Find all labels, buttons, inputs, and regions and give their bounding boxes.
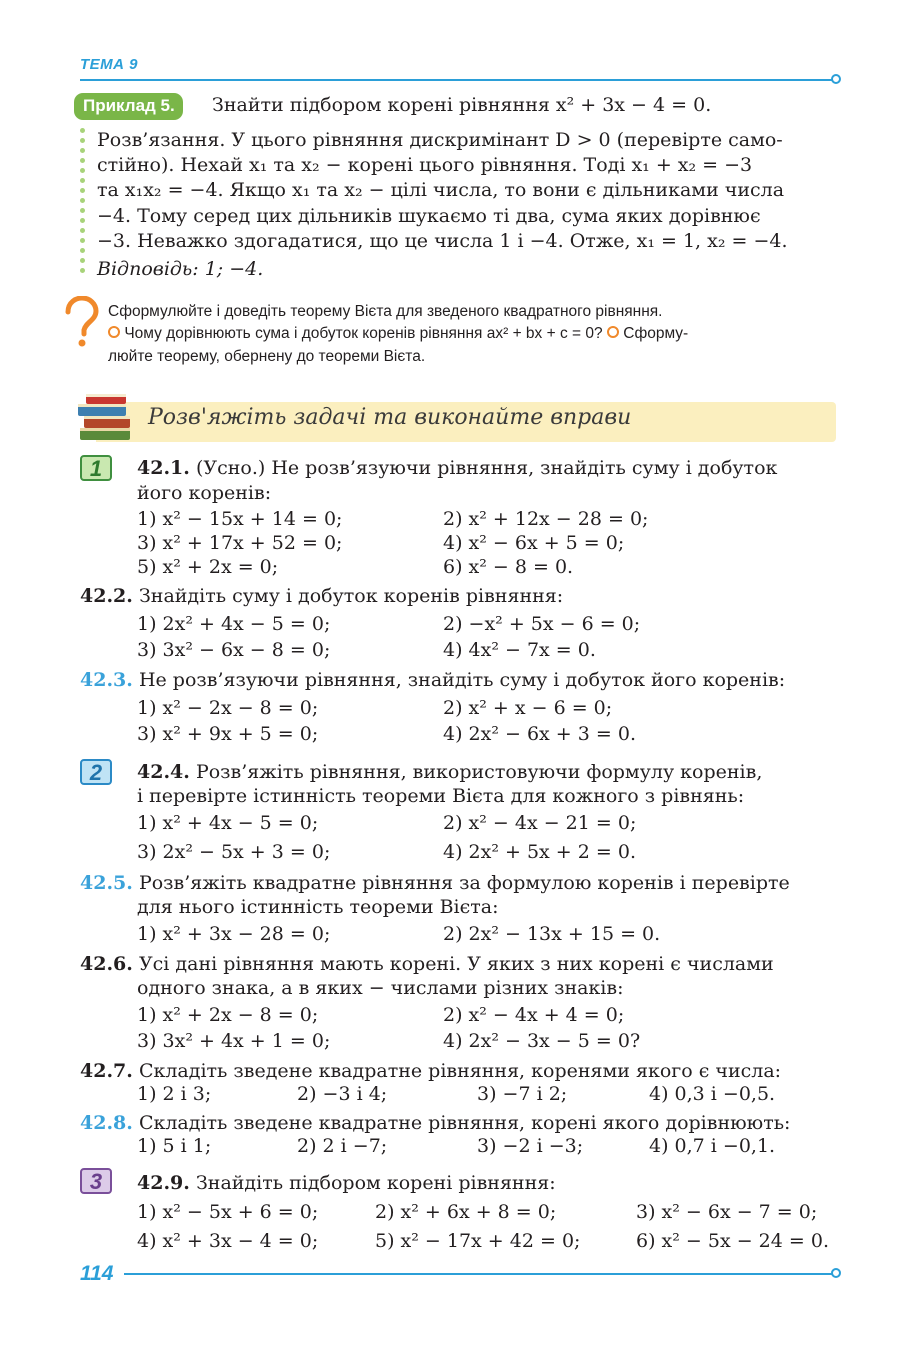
exercise-text: Складіть зведене квадратне рівняння, коренями якого є числа: — [138, 1060, 782, 1082]
footer-rule-end-icon — [831, 1268, 841, 1278]
exercise-42-2 — [80, 584, 563, 608]
exercise-item: 4) 2x² − 6x + 3 = 0. — [443, 723, 636, 745]
exercise-item: 2) x² + 12x − 28 = 0; — [443, 508, 649, 530]
topic-label: ТЕМА 9 — [80, 56, 139, 73]
exercise-item: 4) 0,7 і −0,1. — [649, 1135, 776, 1157]
exercise-text-cont: для нього істинність теореми Вієта: — [137, 896, 499, 918]
exercise-text-cont: його коренів: — [137, 482, 272, 504]
exercise-42-9 — [137, 1171, 556, 1195]
exercise-42-3 — [80, 668, 785, 692]
exercise-text: Розв’яжіть квадратне рівняння за формулою коренів і перевірте — [138, 872, 790, 894]
exercise-item: 6) x² − 8 = 0. — [443, 556, 574, 578]
example-task: Знайти підбором корені рівняння x² + 3x − 4 = 0. — [212, 94, 712, 116]
exercise-text: Розв’яжіть рівняння, використовуючи формулу коренів, — [195, 761, 763, 783]
solution-line-5: −3. Неважко здогадатися, що це числа 1 і −4. Отже, x₁ = 1, x₂ = −4. — [97, 230, 788, 252]
solution-line-2: стійно). Нехай x₁ та x₂ − корені цього рівняння. Тоді x₁ + x₂ = −3 — [97, 154, 753, 176]
example-badge: Приклад 5. — [74, 93, 183, 120]
exercise-number: 42.4. — [137, 761, 190, 783]
question-line-1: Сформулюйте і доведіть теорему Вієта для зведеного квадратного рівняння. — [108, 303, 663, 320]
exercise-item: 4) 0,3 і −0,5. — [649, 1083, 776, 1105]
solution-line-3: та x₁x₂ = −4. Якщо x₁ та x₂ − цілі числа, то вони є дільниками числа — [97, 179, 785, 201]
banner-title: Розв'яжіть задачі та виконайте вправи — [148, 405, 632, 430]
exercise-number: 42.6. — [80, 953, 133, 975]
exercise-item: 3) 2x² − 5x + 3 = 0; — [137, 841, 331, 863]
exercise-item: 6) x² − 5x − 24 = 0. — [636, 1230, 829, 1252]
exercise-item: 1) x² + 4x − 5 = 0; — [137, 812, 319, 834]
exercise-item: 4) 2x² + 5x + 2 = 0. — [443, 841, 636, 863]
answer-line: Відповідь: 1; −4. — [97, 258, 264, 280]
exercise-item: 3) 3x² + 4x + 1 = 0; — [137, 1030, 331, 1052]
exercise-text: Не розв’язуючи рівняння, знайдіть суму і добуток його коренів: — [138, 669, 786, 691]
exercise-item: 1) x² + 3x − 28 = 0; — [137, 923, 331, 945]
exercise-number: 42.1. — [137, 457, 190, 479]
level-1-icon: 1 — [80, 455, 112, 481]
exercise-text-cont: і перевірте істинність теореми Вієта для кожного з рівнянь: — [137, 785, 745, 807]
question-line-2-text: Чому дорівнюють сума і добуток коренів рівняння ax² + bx + c = 0? — [124, 325, 603, 342]
solution-line-1: Розв’язання. У цього рівняння дискримінант D > 0 (перевірте само- — [97, 129, 783, 151]
question-line-2b-text: Сформу- — [623, 325, 689, 342]
books-icon — [76, 392, 136, 446]
exercise-item: 2) x² + 6x + 8 = 0; — [375, 1201, 557, 1223]
exercise-item: 2) x² − 4x + 4 = 0; — [443, 1004, 625, 1026]
exercise-number: 42.7. — [80, 1060, 133, 1082]
exercise-42-7 — [80, 1059, 781, 1083]
page-number: 114 — [80, 1262, 114, 1285]
exercise-42-6 — [80, 952, 774, 976]
exercise-number: 42.5. — [80, 872, 133, 894]
exercise-number: 42.3. — [80, 669, 133, 691]
exercise-item: 1) 5 і 1; — [137, 1135, 212, 1157]
exercise-item: 1) x² − 5x + 6 = 0; — [137, 1201, 319, 1223]
exercise-item: 4) 4x² − 7x = 0. — [443, 639, 596, 661]
exercise-item: 2) −x² + 5x − 6 = 0; — [443, 613, 641, 635]
bullet-icon — [108, 326, 120, 338]
exercise-42-1 — [137, 456, 777, 480]
exercise-text: Усі дані рівняння мають корені. У яких з них корені є числами — [138, 953, 774, 975]
exercise-item: 4) x² − 6x + 5 = 0; — [443, 532, 625, 554]
exercise-item: 4) x² + 3x − 4 = 0; — [137, 1230, 319, 1252]
header-rule — [80, 79, 832, 81]
exercise-item: 5) x² + 2x = 0; — [137, 556, 279, 578]
solution-line-4: −4. Тому серед цих дільників шукаємо ті два, сума яких дорівнює — [97, 205, 761, 227]
exercise-item: 1) x² − 2x − 8 = 0; — [137, 697, 319, 719]
exercise-item: 3) x² + 17x + 52 = 0; — [137, 532, 343, 554]
exercise-text: Знайдіть суму і добуток коренів рівняння: — [138, 585, 564, 607]
exercise-item: 2) x² + x − 6 = 0; — [443, 697, 613, 719]
exercise-item: 3) 3x² − 6x − 8 = 0; — [137, 639, 331, 661]
exercise-item: 3) −7 і 2; — [477, 1083, 568, 1105]
exercise-item: 1) 2x² + 4x − 5 = 0; — [137, 613, 331, 635]
level-3-icon: 3 — [80, 1168, 112, 1194]
solution-dots — [80, 128, 86, 278]
exercise-number: 42.9. — [137, 1172, 190, 1194]
bullet-icon — [607, 326, 619, 338]
exercise-item: 5) x² − 17x + 42 = 0; — [375, 1230, 581, 1252]
exercise-item: 3) x² − 6x − 7 = 0; — [636, 1201, 818, 1223]
exercise-item: 4) 2x² − 3x − 5 = 0? — [443, 1030, 641, 1052]
exercise-text: (Усно.) Не розв’язуючи рівняння, знайдіть суму і добуток — [195, 457, 778, 479]
exercise-item: 2) 2 і −7; — [297, 1135, 388, 1157]
level-2-icon: 2 — [80, 759, 112, 785]
exercise-item: 1) x² + 2x − 8 = 0; — [137, 1004, 319, 1026]
exercise-text: Знайдіть підбором корені рівняння: — [195, 1172, 556, 1194]
exercise-text-cont: одного знака, а в яких − числами різних знаків: — [137, 977, 624, 999]
exercise-item: 1) 2 і 3; — [137, 1083, 212, 1105]
exercise-42-4 — [137, 760, 762, 784]
question-mark-icon — [60, 296, 100, 348]
exercise-number: 42.8. — [80, 1112, 133, 1134]
exercise-42-8 — [80, 1111, 790, 1135]
exercise-text: Складіть зведене квадратне рівняння, корені якого дорівнюють: — [138, 1112, 791, 1134]
exercise-number: 42.2. — [80, 585, 133, 607]
exercise-item: 2) x² − 4x − 21 = 0; — [443, 812, 637, 834]
question-line-3: люйте теорему, обернену до теореми Вієта. — [108, 348, 426, 365]
exercise-item: 2) 2x² − 13x + 15 = 0. — [443, 923, 661, 945]
exercise-item: 2) −3 і 4; — [297, 1083, 388, 1105]
exercise-item: 1) x² − 15x + 14 = 0; — [137, 508, 343, 530]
question-line-2 — [108, 323, 688, 345]
exercise-item: 3) x² + 9x + 5 = 0; — [137, 723, 319, 745]
exercise-item: 3) −2 і −3; — [477, 1135, 584, 1157]
header-rule-end-icon — [831, 74, 841, 84]
exercise-42-5 — [80, 871, 790, 895]
footer-rule — [124, 1273, 832, 1275]
